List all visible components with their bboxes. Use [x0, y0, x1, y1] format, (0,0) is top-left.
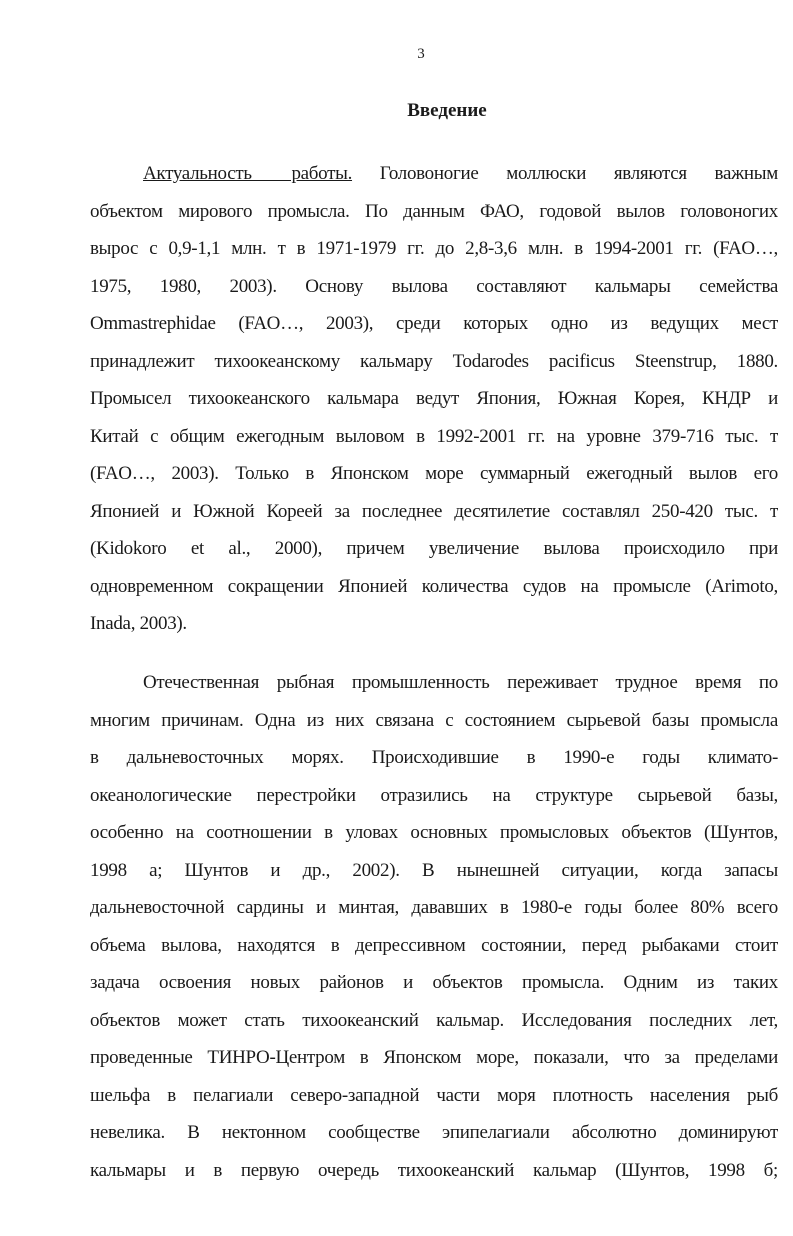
text-line: Inada, 2003).: [90, 613, 187, 634]
text-line: Китай с общим ежегодным выловом в 1992-2001 гг. на уровне 379-716 тыс. т: [90, 425, 778, 447]
text-line: особенно на соотношении в уловах основных промысловых объектов (Шунтов,: [90, 822, 778, 843]
text-line: [90, 155, 778, 193]
text-line: невелика. В нектонном сообществе эпипелагиали абсолютно доминируют: [90, 1122, 778, 1143]
text-line: одновременном сокращении Японией количества судов на промысле (Arimoto,: [90, 575, 778, 597]
text-line: 1998 а; Шунтов и др., 2002). В нынешней ситуации, когда запасы: [90, 859, 778, 881]
paragraph-relevance: [90, 155, 778, 643]
text-line: 1975, 1980, 2003). Основу вылова составляют кальмары семейства: [90, 275, 778, 297]
text-line: (FAO…, 2003). Только в Японском море суммарный ежегодный вылов его: [90, 463, 778, 484]
section-title: Введение: [407, 100, 487, 121]
page-number: 3: [417, 46, 425, 62]
text-line: многим причинам. Одна из них связана с состоянием сырьевой базы промысла: [90, 709, 778, 731]
text-span: Головоногие моллюски являются важным: [352, 163, 778, 184]
text-line: Отечественная рыбная промышленность переживает трудное время по: [143, 672, 778, 693]
text-line: Ommastrephidae (FAO…, 2003), среди которых одно из ведущих мест: [90, 313, 778, 334]
paragraph-industry: [90, 664, 778, 1189]
text-line: Промысел тихоокеанского кальмара ведут Япония, Южная Корея, КНДР и: [90, 388, 778, 409]
text-line: дальневосточной сардины и минтая, дававших в 1980-е годы более 80% всего: [90, 897, 778, 918]
underlined-lead: Актуальность работы.: [143, 163, 353, 184]
text-line: проведенные ТИНРО-Центром в Японском море, показали, что за пределами: [90, 1047, 778, 1068]
text-line: в дальневосточных морях. Происходившие в 1990-е годы климато-: [90, 747, 778, 768]
text-line: вырос с 0,9-1,1 млн. т в 1971-1979 гг. до 2,8-3,6 млн. в 1994-2001 гг. (FAO…,: [90, 238, 778, 259]
text-line: задача освоения новых районов и объектов промысла. Одним из таких: [90, 972, 778, 993]
text-line: объектом мирового промысла. По данным ФАО, годовой вылов головоногих: [90, 200, 778, 222]
text-line: объектов может стать тихоокеанский кальмар. Исследования последних лет,: [90, 1009, 778, 1031]
text-line: шельфа в пелагиали северо-западной части моря плотность населения рыб: [90, 1084, 778, 1106]
text-line: океанологические перестройки отразились на структуре сырьевой базы,: [90, 784, 778, 806]
text-line: кальмары и в первую очередь тихоокеанский кальмар (Шунтов, 1998 б;: [90, 1159, 778, 1181]
text-line: (Kidokoro et al., 2000), причем увеличение вылова происходило при: [90, 538, 778, 559]
text-line: принадлежит тихоокеанскому кальмару Todarodes pacificus Steenstrup, 1880.: [90, 350, 778, 372]
text-line: Японией и Южной Кореей за последнее десятилетие составлял 250-420 тыс. т: [90, 500, 778, 522]
text-line: объема вылова, находятся в депрессивном состоянии, перед рыбаками стоит: [90, 934, 778, 956]
